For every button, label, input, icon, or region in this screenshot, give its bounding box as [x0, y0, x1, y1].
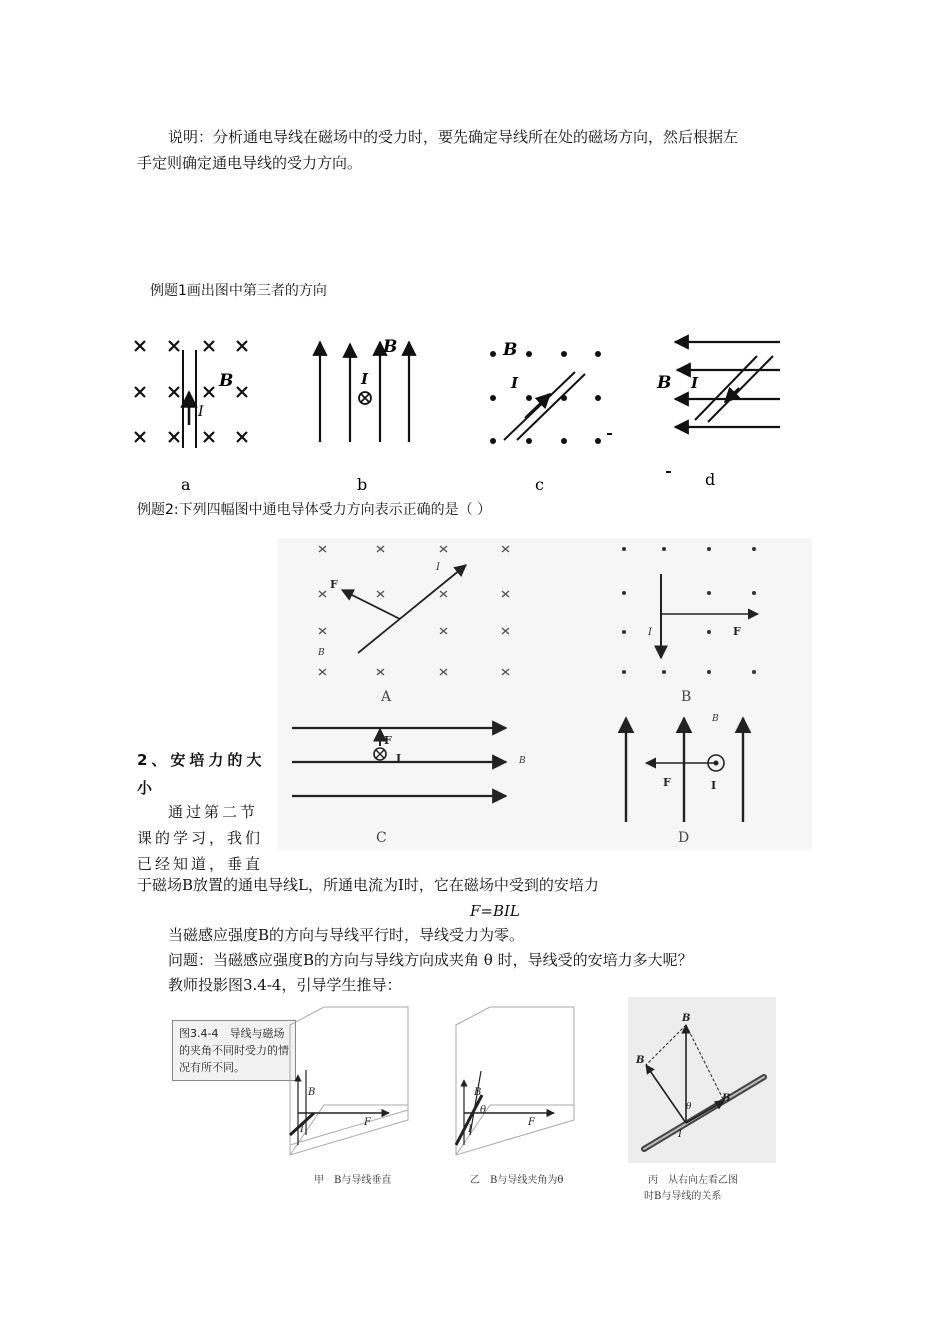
panel-label-B: B — [681, 689, 692, 705]
panel-label-C: C — [376, 830, 387, 846]
label-F-A: F — [330, 578, 338, 591]
label-c: c — [535, 475, 544, 494]
label-B-b: B — [383, 337, 398, 357]
label-I-B: I — [648, 627, 652, 638]
section2-para-line-1: 通过第二节 — [168, 803, 259, 821]
label-F-B: F — [733, 625, 741, 638]
section2-para-line-3: 已经知道，垂直 — [137, 855, 264, 873]
label-B-D: B — [712, 714, 719, 724]
example1-title: 例题1画出图中第三者的方向 — [150, 283, 327, 299]
caption-jia: 甲 B与导线垂直 — [314, 1175, 392, 1186]
label-I-d: I — [691, 374, 699, 392]
section2-para-line-2: 课的学习，我们 — [137, 829, 264, 847]
panel-label-D: D — [678, 830, 690, 846]
label-B-c: B — [503, 340, 518, 360]
label-I-c: I — [511, 374, 519, 392]
label-I-D: I — [711, 779, 717, 792]
label-I-b: I — [361, 370, 369, 388]
label-b: b — [357, 475, 368, 494]
label-a: a — [181, 475, 191, 494]
section2-title: 2、安培力的大小 — [137, 751, 266, 797]
label-I-a: I — [198, 404, 204, 420]
label-d: d — [705, 470, 716, 489]
label-I-bing: I — [678, 1129, 682, 1140]
section2-line-5: 当磁感应强度B的方向与导线平行时，导线受力为零。 — [168, 926, 525, 944]
panel-label-A: A — [381, 689, 392, 705]
label-theta-bing: θ — [686, 1102, 692, 1112]
caption-yi: 乙 B与导线夹角为θ — [470, 1175, 564, 1186]
figure-d — [666, 342, 780, 472]
figure-a — [135, 341, 247, 448]
label-B-yi: B — [474, 1087, 482, 1098]
figure-c — [490, 351, 612, 444]
label-B-jia: B — [308, 1087, 316, 1098]
label-I-yi: I — [468, 1124, 472, 1135]
label-theta-yi: θ — [480, 1105, 487, 1116]
figure-b — [320, 342, 409, 442]
label-I-A: I — [436, 562, 440, 573]
cross-marks-a — [135, 341, 247, 442]
example2-title: 例题2:下列四幅图中通电导体受力方向表示正确的是（ ） — [137, 502, 492, 518]
label-I-C: I — [396, 752, 402, 765]
intro-line-1: 说明：分析通电导线在磁场中的受力时，要先确定导线所在处的磁场方向，然后根据左 — [168, 128, 739, 146]
section2-line-7: 教师投影图3.4-4，引导学生推导： — [168, 976, 402, 994]
panel-jia — [290, 1007, 408, 1155]
section2-line-6: 问题：当磁感应强度B的方向与导线方向成夹角 θ 时，导线受的安培力多大呢？ — [168, 951, 693, 969]
label-B2-bing: B — [722, 1093, 731, 1104]
caption-bing-2: 时B与导线的关系 — [644, 1191, 722, 1202]
label-I-jia: I — [300, 1124, 304, 1135]
section2-line-4: 于磁场B放置的通电导线L，所通电流为I时，它在磁场中受到的安培力 — [137, 876, 599, 894]
label-F-yi: F — [528, 1117, 535, 1128]
panel-yi — [456, 1007, 574, 1155]
example2-figure — [278, 538, 812, 850]
figure-3-4-4 — [284, 995, 784, 1210]
panel-bing — [628, 997, 776, 1163]
figure-note: 图3.4-4 导线与磁场的夹角不同时受力的情况有所不同。 — [172, 1020, 296, 1081]
intro-line-2: 手定则确定通电导线的受力方向。 — [137, 154, 363, 172]
label-F-jia: F — [364, 1117, 371, 1128]
label-F-C: F — [384, 734, 392, 747]
label-B-a: B — [219, 371, 234, 391]
label-B-C: B — [519, 756, 526, 766]
label-B1-bing: B — [636, 1055, 645, 1066]
label-B-A: B — [318, 648, 325, 658]
label-F-D: F — [663, 776, 671, 789]
label-B-bing: B — [682, 1013, 691, 1024]
caption-bing-1: 丙 从右向左看乙图 — [648, 1175, 738, 1186]
label-B-d: B — [657, 373, 672, 393]
example1-figures — [125, 330, 795, 500]
formula: F=BIL — [470, 902, 520, 920]
